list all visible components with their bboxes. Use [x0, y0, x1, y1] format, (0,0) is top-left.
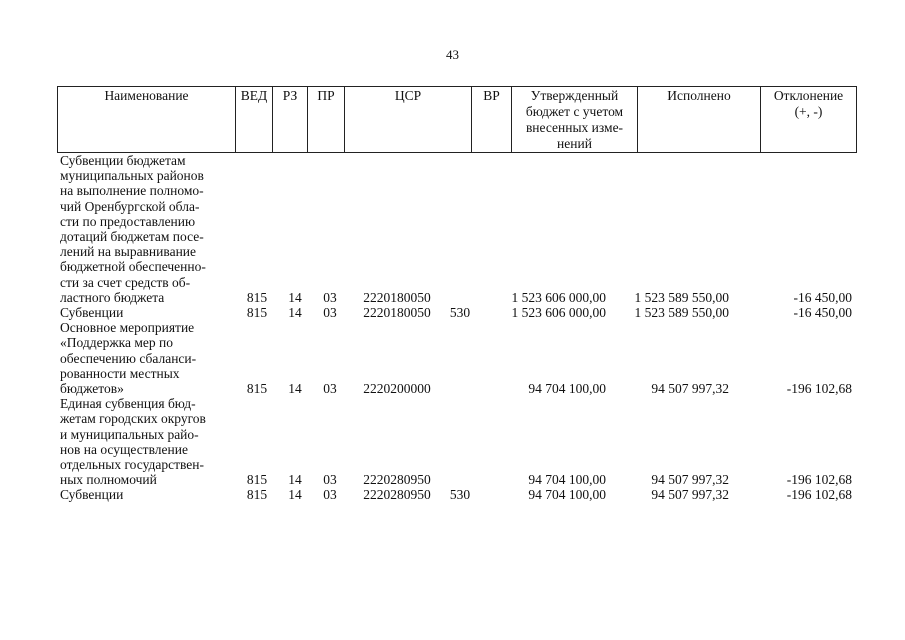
cell-rz: 14 — [288, 381, 302, 397]
row-name — [60, 153, 238, 305]
cell-pr: 03 — [323, 305, 337, 321]
row-name-line: на выполнение полномо- — [60, 183, 204, 199]
cell-deviation: -196 102,68 — [786, 487, 852, 503]
cell-csr: 2220180050 — [363, 305, 431, 321]
cell-vr: 530 — [449, 487, 471, 503]
table-row — [60, 487, 860, 502]
page-number: 43 — [446, 47, 459, 62]
table-row — [60, 153, 860, 305]
header-approved — [512, 87, 638, 153]
cell-vr: 530 — [449, 305, 471, 321]
cell-ved: 815 — [246, 472, 268, 488]
row-name-line: Субвенции — [60, 487, 124, 503]
cell-pr: 03 — [323, 289, 337, 305]
row-name-line: сти за счет средств об- — [60, 274, 191, 290]
cell-executed: 94 507 997,32 — [651, 487, 729, 503]
row-name-line: бюджетов» — [60, 381, 124, 397]
header-ved: ВЕД — [236, 87, 273, 153]
cell-csr: 2220180050 — [363, 289, 431, 305]
cell-executed: 1 523 589 550,00 — [634, 289, 729, 305]
cell-executed: 1 523 589 550,00 — [634, 305, 729, 321]
cell-executed: 94 507 997,32 — [651, 381, 729, 397]
row-name-line: рованности местных — [60, 365, 180, 381]
row-name-line: Основное мероприятие — [60, 320, 195, 336]
cell-approved: 94 704 100,00 — [528, 487, 606, 503]
cell-rz: 14 — [288, 289, 302, 305]
cell-csr: 2220280950 — [363, 472, 431, 488]
header-executed: Исполнено — [638, 87, 761, 153]
header-deviation — [761, 87, 857, 153]
row-name-line: лений на выравнивание — [60, 244, 197, 260]
row-name-line: нов на осуществление — [60, 441, 188, 457]
header-deviation-line: Отклонение — [773, 88, 844, 103]
row-name-line: «Поддержка мер по — [60, 335, 174, 351]
row-name — [60, 396, 238, 487]
header-name: Наименование — [58, 87, 236, 153]
table-row — [60, 396, 860, 487]
header-approved-line: бюджет с учетом — [525, 104, 624, 119]
row-name-line: ных полномочий — [60, 472, 157, 488]
row-name-line: и муниципальных райо- — [60, 426, 199, 442]
cell-ved: 815 — [246, 289, 268, 305]
cell-csr: 2220200000 — [363, 381, 431, 397]
cell-deviation: -196 102,68 — [786, 381, 852, 397]
row-name-line: бюджетной обеспеченно- — [60, 259, 206, 275]
header-approved-line: внесенных изме- — [525, 120, 624, 135]
cell-approved: 1 523 606 000,00 — [511, 289, 606, 305]
cell-executed: 94 507 997,32 — [651, 472, 729, 488]
header-pr: ПР — [308, 87, 345, 153]
table-body — [60, 153, 860, 503]
header-csr: ЦСР — [345, 87, 472, 153]
row-name-line: чий Оренбургской обла- — [60, 198, 200, 214]
row-name-line: отдельных государствен- — [60, 457, 204, 473]
header-rz: РЗ — [273, 87, 308, 153]
cell-approved: 1 523 606 000,00 — [511, 305, 606, 321]
table-row — [60, 305, 860, 320]
table-row — [60, 320, 860, 396]
row-name — [60, 487, 238, 502]
cell-rz: 14 — [288, 487, 302, 503]
row-name-line: ластного бюджета — [60, 289, 165, 305]
row-name-line: дотаций бюджетам посе- — [60, 229, 204, 245]
row-name — [60, 305, 238, 320]
cell-rz: 14 — [288, 305, 302, 321]
header-vr: ВР — [472, 87, 512, 153]
cell-approved: 94 704 100,00 — [528, 381, 606, 397]
header-approved-line: Утвержденный — [530, 88, 619, 103]
row-name-line: обеспечению сбаланси- — [60, 350, 197, 366]
table-header — [57, 86, 857, 153]
cell-deviation: -196 102,68 — [786, 472, 852, 488]
row-name — [60, 320, 238, 396]
header-approved-line: нений — [557, 136, 592, 151]
cell-ved: 815 — [246, 487, 268, 503]
cell-ved: 815 — [246, 305, 268, 321]
cell-csr: 2220280950 — [363, 487, 431, 503]
row-name-line: Единая субвенция бюд- — [60, 396, 196, 412]
cell-ved: 815 — [246, 381, 268, 397]
row-name-line: сти по предоставлению — [60, 213, 196, 229]
cell-pr: 03 — [323, 381, 337, 397]
header-deviation-line: (+, -) — [794, 104, 823, 119]
cell-pr: 03 — [323, 472, 337, 488]
row-name-line: Субвенции — [60, 305, 124, 321]
row-name-line: Субвенции бюджетам — [60, 153, 186, 168]
row-name-line: муниципальных районов — [60, 168, 204, 184]
cell-pr: 03 — [323, 487, 337, 503]
cell-rz: 14 — [288, 472, 302, 488]
cell-deviation: -16 450,00 — [793, 289, 852, 305]
cell-approved: 94 704 100,00 — [528, 472, 606, 488]
row-name-line: жетам городских округов — [60, 411, 206, 427]
cell-deviation: -16 450,00 — [793, 305, 852, 321]
